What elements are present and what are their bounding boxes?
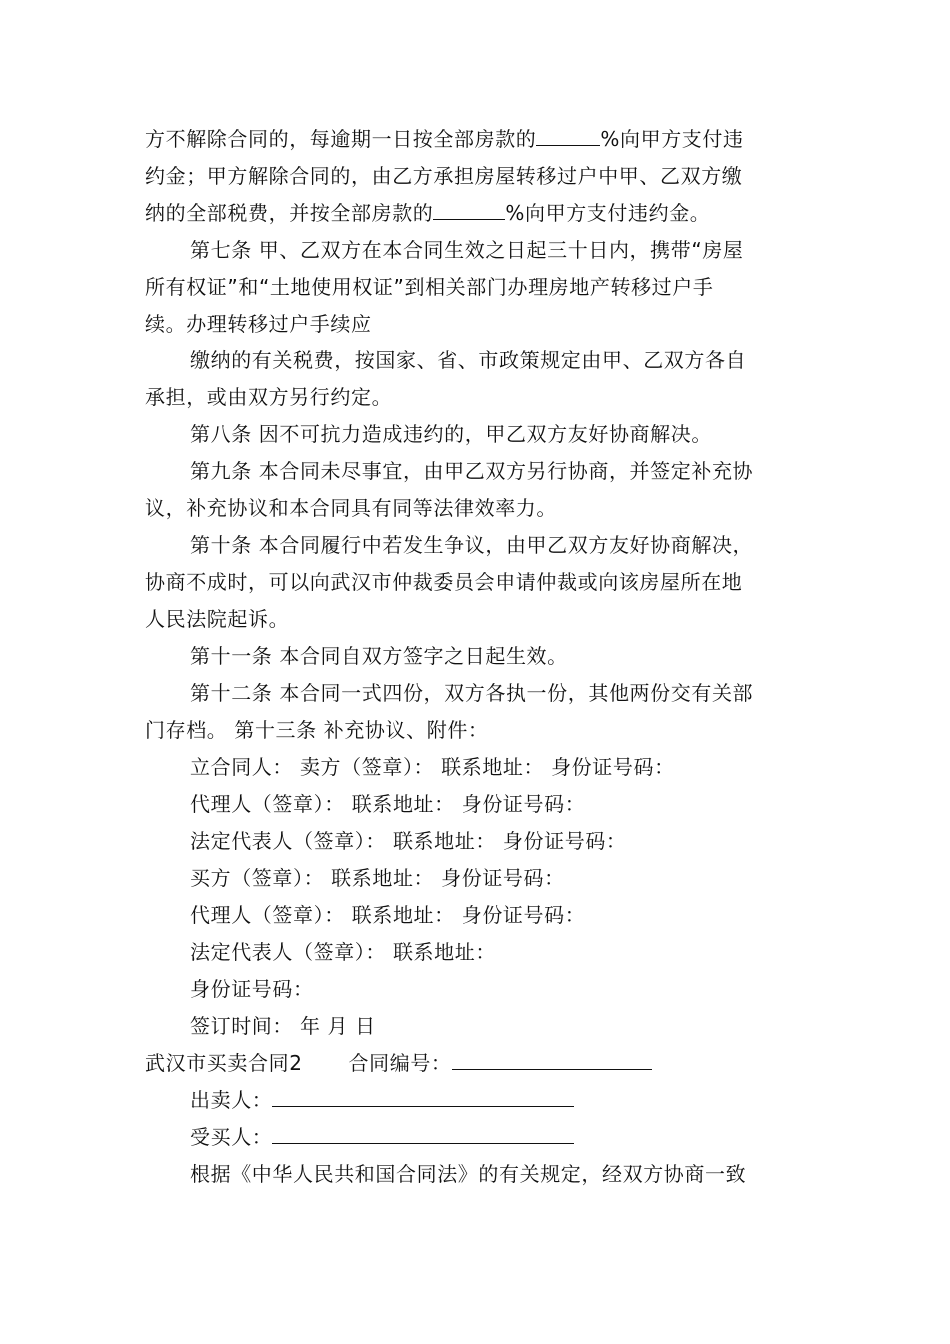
contract-number-field <box>452 1051 652 1070</box>
text-segment: %向甲方支付违约金。 <box>505 201 711 225</box>
article-12-line: 门存档。 第十三条 补充协议、附件： <box>145 718 489 742</box>
text-line: 约金；甲方解除合同的，由乙方承担房屋转移过户中甲、乙双方缴 <box>145 164 743 188</box>
article-7-line: 第七条 甲、乙双方在本合同生效之日起三十日内，携带“房屋 <box>190 238 744 262</box>
signature-line: 代理人（签章）： 联系地址： 身份证号码： <box>190 903 586 927</box>
text-segment: 纳的全部税费，并按全部房款的 <box>145 201 434 225</box>
contract-2-header <box>145 1051 652 1075</box>
signature-line: 法定代表人（签章）： 联系地址： <box>190 940 496 964</box>
buyer-field <box>272 1125 574 1144</box>
contract-2-title: 武汉市买卖合同2 <box>145 1051 303 1075</box>
blank-field <box>433 201 505 220</box>
article-11: 第十一条 本合同自双方签字之日起生效。 <box>190 644 568 668</box>
article-9-line: 第九条 本合同未尽事宜，由甲乙双方另行协商，并签定补充协 <box>190 459 754 483</box>
signing-date-line: 签订时间： 年 月 日 <box>190 1014 376 1038</box>
buyer-label: 受买人： <box>190 1125 273 1149</box>
text-segment: %向甲方支付违 <box>600 127 744 151</box>
signature-line: 立合同人： 卖方（签章）： 联系地址： 身份证号码： <box>190 755 675 779</box>
article-7-line: 所有权证”和“土地使用权证”到相关部门办理房地产转移过户手 <box>145 275 714 299</box>
seller-field <box>272 1088 574 1107</box>
text-line <box>145 201 710 225</box>
article-10-line: 第十条 本合同履行中若发生争议，由甲乙双方友好协商解决， <box>190 533 754 557</box>
article-10-line: 协商不成时，可以向武汉市仲裁委员会申请仲裁或向该房屋所在地 <box>145 570 743 594</box>
article-8: 第八条 因不可抗力造成违约的，甲乙双方友好协商解决。 <box>190 422 712 446</box>
signature-line: 代理人（签章）： 联系地址： 身份证号码： <box>190 792 586 816</box>
text-segment: 方不解除合同的，每逾期一日按全部房款的 <box>145 127 537 151</box>
blank-field <box>536 127 600 146</box>
seller-line <box>190 1088 574 1112</box>
contract-number-label: 合同编号： <box>348 1051 452 1075</box>
text-line <box>145 127 744 151</box>
article-7-line: 缴纳的有关税费，按国家、省、市政策规定由甲、乙双方各自 <box>190 348 747 372</box>
article-12-line: 第十二条 本合同一式四份，双方各执一份，其他两份交有关部 <box>190 681 754 705</box>
article-7-line: 承担，或由双方另行约定。 <box>145 385 393 409</box>
signature-line: 买方（签章）： 联系地址： 身份证号码： <box>190 866 565 890</box>
signature-line: 法定代表人（签章）： 联系地址： 身份证号码： <box>190 829 627 853</box>
buyer-line <box>190 1125 574 1149</box>
signature-line: 身份证号码： <box>190 977 314 1001</box>
article-9-line: 议，补充协议和本合同具有同等法律效率力。 <box>145 496 557 520</box>
contract-2-intro: 根据《中华人民共和国合同法》的有关规定，经双方协商一致 <box>190 1162 747 1186</box>
article-7-line: 续。办理转移过户手续应 <box>145 312 372 336</box>
article-10-line: 人民法院起诉。 <box>145 607 290 631</box>
seller-label: 出卖人： <box>190 1088 273 1112</box>
